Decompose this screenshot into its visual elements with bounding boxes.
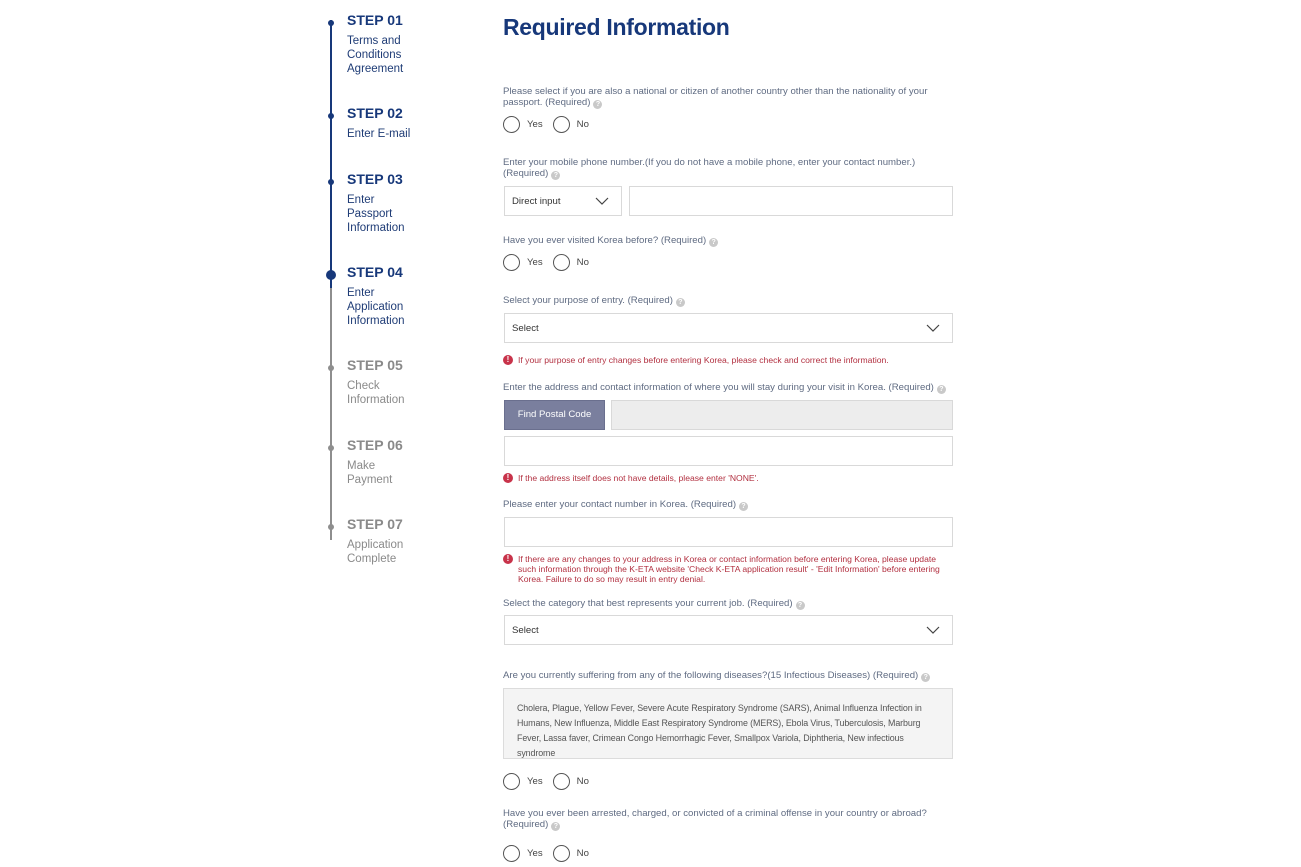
stepper-line-completed: [330, 20, 332, 288]
criminal-no-radio[interactable]: [553, 845, 589, 862]
question-visited-korea-label: [503, 235, 953, 247]
purpose-of-entry-select[interactable]: [504, 313, 953, 343]
step-label: Make Payment: [347, 460, 393, 486]
step-dot-icon: [328, 20, 334, 26]
job-category-select[interactable]: [504, 615, 953, 645]
postal-code-input[interactable]: [611, 400, 953, 430]
select-value: Select: [512, 323, 539, 334]
help-icon[interactable]: ?: [921, 673, 930, 682]
question-contact-korea-label: [503, 499, 953, 511]
diseases-no-radio[interactable]: [553, 773, 589, 790]
radio-label: No: [576, 118, 589, 130]
radio-circle-icon[interactable]: [503, 845, 520, 862]
step-dot-icon: [328, 365, 334, 371]
step-number: STEP 02: [347, 105, 403, 121]
select-value: Direct input: [512, 196, 561, 207]
question-phone-label: [503, 157, 953, 180]
step-number: STEP 04: [347, 264, 403, 280]
question-text: Enter your mobile phone number.(If you do not have a mobile phone, enter your contact number.) (Required): [503, 157, 916, 179]
question-text: Select the category that best represents your current job. (Required): [503, 598, 793, 609]
step-number: STEP 07: [347, 516, 403, 532]
step-dot-icon: [328, 179, 334, 185]
step-dot-icon: [328, 524, 334, 530]
question-purpose-label: [503, 295, 953, 307]
help-icon[interactable]: ?: [937, 385, 946, 394]
help-icon[interactable]: ?: [551, 822, 560, 831]
step-label: Terms and Conditions Agreement: [347, 35, 404, 75]
question-text: Are you currently suffering from any of the following diseases?(15 Infectious Diseases) (Required): [503, 670, 919, 681]
visited-korea-no-radio[interactable]: [553, 254, 589, 271]
step-label: Enter Passport Information: [347, 194, 405, 234]
infectious-diseases-list: Cholera, Plague, Yellow Fever, Severe Acute Respiratory Syndrome (SARS), Animal Influenza Infection in Humans, New Influenza, Middle East Respiratory Syndrome (MERS), Ebola Virus, Tuberculosis, Marburg Fever, Lassa faver, Crimean Congo Hemorrhagic Fever, Smallpox Variola, Diphtheria, New infectious syndrome: [503, 688, 953, 759]
step-dot-icon: [328, 445, 334, 451]
contact-warning: [503, 554, 953, 584]
question-text: Select your purpose of entry. (Required): [503, 295, 673, 306]
step-dot-current-icon: [326, 270, 336, 280]
address-warning: [503, 473, 953, 483]
radio-label: Yes: [527, 847, 543, 859]
question-text: Enter the address and contact information of where you will stay during your visit in Korea. (Required): [503, 382, 934, 393]
step-number: STEP 01: [347, 12, 403, 28]
radio-label: No: [576, 847, 589, 859]
warning-icon: !: [503, 554, 513, 564]
select-value: Select: [512, 625, 539, 636]
visited-korea-yes-radio[interactable]: [503, 254, 543, 271]
purpose-warning: [503, 355, 953, 365]
find-postal-code-button[interactable]: Find Postal Code: [504, 400, 605, 430]
phone-number-input[interactable]: [629, 186, 953, 216]
question-address-label: [503, 382, 953, 394]
chevron-down-icon: [926, 625, 940, 635]
question-criminal-label: [503, 808, 953, 831]
question-job-label: [503, 598, 953, 610]
criminal-yes-radio[interactable]: [503, 845, 543, 862]
radio-label: Yes: [527, 256, 543, 268]
radio-label: No: [576, 775, 589, 787]
step-label: Check Information: [347, 380, 405, 406]
warning-icon: !: [503, 355, 513, 365]
warning-icon: !: [503, 473, 513, 483]
stepper-line-remaining: [330, 288, 332, 540]
radio-circle-icon[interactable]: [553, 845, 570, 862]
question-text: Have you ever visited Korea before? (Required): [503, 235, 707, 246]
help-icon[interactable]: ?: [796, 601, 805, 610]
radio-circle-icon[interactable]: [503, 116, 520, 133]
chevron-down-icon: [595, 196, 609, 206]
diseases-yes-radio[interactable]: [503, 773, 543, 790]
help-icon[interactable]: ?: [551, 171, 560, 180]
warning-text: If your purpose of entry changes before entering Korea, please check and correct the information.: [518, 355, 889, 365]
dual-nationality-radio-group: [503, 115, 599, 133]
help-icon[interactable]: ?: [676, 298, 685, 307]
step-number: STEP 05: [347, 357, 403, 373]
radio-circle-icon[interactable]: [553, 254, 570, 271]
warning-text: If there are any changes to your address in Korea or contact information before entering Korea, please update such information through the K-ETA website 'Check K-ETA application result' - 'Edit Information' before entering Korea. Failure to do so may result in entry denial.: [518, 554, 940, 584]
question-text: Please select if you are also a national or citizen of another country other than the nationality of your passport. (Required): [503, 86, 928, 108]
question-text: Please enter your contact number in Korea. (Required): [503, 499, 737, 510]
step-label: Enter E-mail: [347, 128, 411, 140]
step-number: STEP 03: [347, 171, 403, 187]
help-icon[interactable]: ?: [593, 100, 602, 109]
radio-label: Yes: [527, 775, 543, 787]
radio-circle-icon[interactable]: [503, 254, 520, 271]
visited-korea-radio-group: [503, 253, 599, 271]
diseases-radio-group: [503, 772, 599, 790]
radio-label: No: [576, 256, 589, 268]
step-number: STEP 06: [347, 437, 403, 453]
radio-label: Yes: [527, 118, 543, 130]
address-detail-input[interactable]: [504, 436, 953, 466]
radio-circle-icon[interactable]: [503, 773, 520, 790]
dual-nationality-yes-radio[interactable]: [503, 116, 543, 133]
radio-circle-icon[interactable]: [553, 773, 570, 790]
question-dual-nationality-label: [503, 86, 953, 109]
step-label: Enter Application Information: [347, 287, 405, 327]
chevron-down-icon: [926, 323, 940, 333]
step-label: Application Complete: [347, 539, 404, 565]
radio-circle-icon[interactable]: [553, 116, 570, 133]
help-icon[interactable]: ?: [739, 502, 748, 511]
step-dot-icon: [328, 113, 334, 119]
dual-nationality-no-radio[interactable]: [553, 116, 589, 133]
warning-text: If the address itself does not have details, please enter 'NONE'.: [518, 473, 759, 483]
page-title: Required Information: [503, 14, 730, 40]
phone-country-code-select[interactable]: [504, 186, 622, 216]
question-text: Have you ever been arrested, charged, or convicted of a criminal offense in your country or abroad? (Required): [503, 808, 927, 830]
contact-number-korea-input[interactable]: [504, 517, 953, 547]
criminal-radio-group: [503, 844, 599, 862]
help-icon[interactable]: ?: [709, 238, 718, 247]
question-diseases-label: [503, 670, 953, 682]
